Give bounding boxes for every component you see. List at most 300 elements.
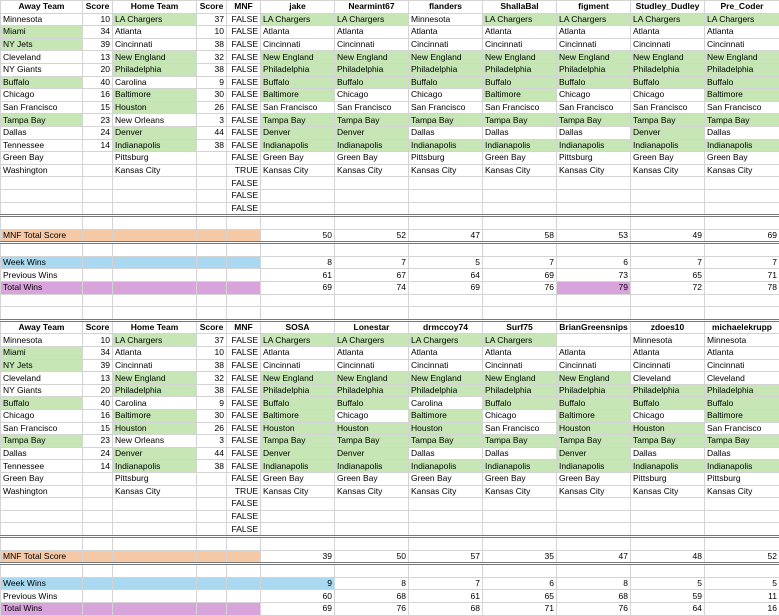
- away-team-cell[interactable]: Green Bay: [1, 472, 83, 485]
- header-home-score[interactable]: Score: [197, 320, 227, 334]
- home-team-cell[interactable]: Houston: [113, 101, 197, 114]
- pick-cell[interactable]: [557, 498, 631, 511]
- empty-cell[interactable]: [83, 282, 113, 295]
- prev-value[interactable]: 68: [557, 590, 631, 603]
- pick-cell[interactable]: [557, 202, 631, 216]
- away-score-cell[interactable]: 23: [83, 435, 113, 448]
- empty-cell[interactable]: [83, 229, 113, 243]
- pick-cell[interactable]: Buffalo: [631, 397, 705, 410]
- pick-cell[interactable]: Chicago: [335, 410, 409, 423]
- header-away-team[interactable]: Away Team: [1, 320, 83, 334]
- empty-cell[interactable]: [227, 294, 261, 307]
- empty-cell[interactable]: [335, 294, 409, 307]
- empty-cell[interactable]: [261, 216, 335, 230]
- empty-cell[interactable]: [483, 216, 557, 230]
- pick-cell[interactable]: Kansas City: [483, 164, 557, 177]
- total-value[interactable]: 72: [631, 282, 705, 295]
- pick-cell[interactable]: Kansas City: [631, 164, 705, 177]
- mnf-value[interactable]: 49: [631, 229, 705, 243]
- pick-cell[interactable]: [483, 510, 557, 523]
- empty-cell[interactable]: [113, 577, 197, 590]
- header-away-team[interactable]: Away Team: [1, 1, 83, 14]
- pick-cell[interactable]: Indianapolis: [261, 139, 335, 152]
- mnf-cell[interactable]: FALSE: [227, 359, 261, 372]
- pick-cell[interactable]: New England: [261, 51, 335, 64]
- mnf-value[interactable]: 50: [335, 550, 409, 564]
- empty-cell[interactable]: [113, 243, 197, 257]
- empty-cell[interactable]: [557, 564, 631, 578]
- pick-cell[interactable]: Kansas City: [335, 485, 409, 498]
- empty-cell[interactable]: [483, 564, 557, 578]
- pick-cell[interactable]: San Francisco: [557, 101, 631, 114]
- mnf-value[interactable]: 48: [631, 550, 705, 564]
- empty-cell[interactable]: [1, 294, 83, 307]
- empty-cell[interactable]: [227, 550, 261, 564]
- away-team-cell[interactable]: NY Giants: [1, 63, 83, 76]
- label-prev-wins[interactable]: Previous Wins: [1, 590, 83, 603]
- away-score-cell[interactable]: 13: [83, 372, 113, 385]
- label-prev-wins[interactable]: Previous Wins: [1, 269, 83, 282]
- home-score-cell[interactable]: [197, 177, 227, 190]
- pick-cell[interactable]: Buffalo: [261, 397, 335, 410]
- home-score-cell[interactable]: 44: [197, 447, 227, 460]
- pick-cell[interactable]: Green Bay: [335, 472, 409, 485]
- pick-cell[interactable]: Chicago: [557, 89, 631, 102]
- empty-cell[interactable]: [409, 216, 483, 230]
- away-score-cell[interactable]: 15: [83, 422, 113, 435]
- home-score-cell[interactable]: 3: [197, 435, 227, 448]
- pick-cell[interactable]: Kansas City: [409, 485, 483, 498]
- mnf-cell[interactable]: TRUE: [227, 164, 261, 177]
- pick-cell[interactable]: Philadelphia: [705, 63, 779, 76]
- pick-cell[interactable]: Cincinnati: [335, 359, 409, 372]
- pick-cell[interactable]: [705, 202, 779, 216]
- away-team-cell[interactable]: Dallas: [1, 447, 83, 460]
- pick-cell[interactable]: San Francisco: [705, 101, 779, 114]
- total-value[interactable]: 79: [557, 282, 631, 295]
- pick-cell[interactable]: Green Bay: [409, 472, 483, 485]
- pick-cell[interactable]: [705, 189, 779, 202]
- pick-cell[interactable]: Dallas: [483, 447, 557, 460]
- empty-cell[interactable]: [409, 243, 483, 257]
- header-player[interactable]: figment: [557, 1, 631, 14]
- pick-cell[interactable]: [409, 202, 483, 216]
- pick-cell[interactable]: Dallas: [483, 126, 557, 139]
- header-player[interactable]: BrianGreensnips: [557, 320, 631, 334]
- pick-cell[interactable]: Indianapolis: [557, 139, 631, 152]
- pick-cell[interactable]: Baltimore: [483, 89, 557, 102]
- mnf-cell[interactable]: FALSE: [227, 202, 261, 216]
- pick-cell[interactable]: Buffalo: [409, 76, 483, 89]
- pick-cell[interactable]: Kansas City: [261, 164, 335, 177]
- total-value[interactable]: 76: [483, 282, 557, 295]
- empty-cell[interactable]: [83, 602, 113, 615]
- total-value[interactable]: 78: [705, 282, 779, 295]
- empty-cell[interactable]: [631, 216, 705, 230]
- home-score-cell[interactable]: [197, 164, 227, 177]
- pick-cell[interactable]: Baltimore: [705, 89, 779, 102]
- mnf-value[interactable]: 47: [409, 229, 483, 243]
- pick-cell[interactable]: Pittsburg: [631, 472, 705, 485]
- pick-cell[interactable]: San Francisco: [483, 101, 557, 114]
- mnf-value[interactable]: 69: [705, 229, 779, 243]
- home-team-cell[interactable]: New England: [113, 51, 197, 64]
- pick-cell[interactable]: Philadelphia: [631, 63, 705, 76]
- home-score-cell[interactable]: 38: [197, 460, 227, 473]
- empty-cell[interactable]: [83, 564, 113, 578]
- away-score-cell[interactable]: 16: [83, 89, 113, 102]
- empty-cell[interactable]: [83, 294, 113, 307]
- empty-cell[interactable]: [483, 243, 557, 257]
- pick-cell[interactable]: Denver: [557, 447, 631, 460]
- pick-cell[interactable]: Baltimore: [261, 410, 335, 423]
- pick-cell[interactable]: Buffalo: [631, 76, 705, 89]
- pick-cell[interactable]: Tampa Bay: [705, 435, 779, 448]
- mnf-cell[interactable]: FALSE: [227, 152, 261, 165]
- home-team-cell[interactable]: Kansas City: [113, 485, 197, 498]
- empty-cell[interactable]: [483, 536, 557, 550]
- label-mnf-total[interactable]: MNF Total Score: [1, 229, 83, 243]
- pick-cell[interactable]: Cincinnati: [631, 359, 705, 372]
- pick-cell[interactable]: Tampa Bay: [557, 114, 631, 127]
- pick-cell[interactable]: [705, 523, 779, 537]
- total-value[interactable]: 69: [261, 602, 335, 615]
- pick-cell[interactable]: Denver: [335, 126, 409, 139]
- home-team-cell[interactable]: [113, 202, 197, 216]
- pick-cell[interactable]: Cincinnati: [261, 359, 335, 372]
- prev-value[interactable]: 73: [557, 269, 631, 282]
- empty-cell[interactable]: [631, 294, 705, 307]
- label-mnf-total[interactable]: MNF Total Score: [1, 550, 83, 564]
- home-team-cell[interactable]: New Orleans: [113, 435, 197, 448]
- empty-cell[interactable]: [335, 307, 409, 321]
- pick-cell[interactable]: Minnesota: [705, 334, 779, 347]
- empty-cell[interactable]: [631, 564, 705, 578]
- pick-cell[interactable]: Philadelphia: [557, 63, 631, 76]
- mnf-cell[interactable]: FALSE: [227, 51, 261, 64]
- prev-value[interactable]: 69: [483, 269, 557, 282]
- week-value[interactable]: 5: [409, 256, 483, 269]
- home-team-cell[interactable]: [113, 523, 197, 537]
- header-player[interactable]: drmccoy74: [409, 320, 483, 334]
- empty-cell[interactable]: [113, 550, 197, 564]
- away-team-cell[interactable]: NY Jets: [1, 38, 83, 51]
- away-score-cell[interactable]: [83, 202, 113, 216]
- header-home-team[interactable]: Home Team: [113, 1, 197, 14]
- empty-cell[interactable]: [113, 564, 197, 578]
- empty-cell[interactable]: [409, 294, 483, 307]
- home-score-cell[interactable]: 44: [197, 126, 227, 139]
- pick-cell[interactable]: [335, 498, 409, 511]
- home-team-cell[interactable]: Denver: [113, 126, 197, 139]
- home-score-cell[interactable]: [197, 152, 227, 165]
- pick-cell[interactable]: [335, 523, 409, 537]
- pick-cell[interactable]: Cincinnati: [557, 359, 631, 372]
- away-team-cell[interactable]: Washington: [1, 485, 83, 498]
- pick-cell[interactable]: Dallas: [705, 126, 779, 139]
- mnf-cell[interactable]: FALSE: [227, 38, 261, 51]
- pick-cell[interactable]: [557, 523, 631, 537]
- pick-cell[interactable]: Pittsburg: [409, 152, 483, 165]
- away-team-cell[interactable]: San Francisco: [1, 422, 83, 435]
- away-score-cell[interactable]: 40: [83, 76, 113, 89]
- mnf-cell[interactable]: FALSE: [227, 26, 261, 39]
- pick-cell[interactable]: San Francisco: [705, 422, 779, 435]
- empty-cell[interactable]: [197, 282, 227, 295]
- empty-cell[interactable]: [261, 564, 335, 578]
- header-away-score[interactable]: Score: [83, 320, 113, 334]
- pick-cell[interactable]: Houston: [557, 422, 631, 435]
- away-team-cell[interactable]: Tennessee: [1, 139, 83, 152]
- pick-cell[interactable]: Chicago: [631, 410, 705, 423]
- header-home-score[interactable]: Score: [197, 1, 227, 14]
- away-team-cell[interactable]: [1, 177, 83, 190]
- away-score-cell[interactable]: 23: [83, 114, 113, 127]
- home-team-cell[interactable]: Kansas City: [113, 164, 197, 177]
- label-week-wins[interactable]: Week Wins: [1, 577, 83, 590]
- pick-cell[interactable]: New England: [261, 372, 335, 385]
- empty-cell[interactable]: [113, 216, 197, 230]
- pick-cell[interactable]: Tampa Bay: [409, 114, 483, 127]
- mnf-cell[interactable]: FALSE: [227, 498, 261, 511]
- pick-cell[interactable]: LA Chargers: [335, 13, 409, 26]
- home-score-cell[interactable]: [197, 202, 227, 216]
- away-team-cell[interactable]: Chicago: [1, 410, 83, 423]
- pick-cell[interactable]: Indianapolis: [335, 460, 409, 473]
- empty-cell[interactable]: [705, 243, 779, 257]
- mnf-cell[interactable]: FALSE: [227, 384, 261, 397]
- home-team-cell[interactable]: Baltimore: [113, 410, 197, 423]
- pick-cell[interactable]: Kansas City: [631, 485, 705, 498]
- away-team-cell[interactable]: Minnesota: [1, 334, 83, 347]
- pick-cell[interactable]: New England: [557, 372, 631, 385]
- pick-cell[interactable]: Chicago: [335, 89, 409, 102]
- empty-cell[interactable]: [197, 269, 227, 282]
- empty-cell[interactable]: [227, 536, 261, 550]
- pick-cell[interactable]: San Francisco: [631, 101, 705, 114]
- empty-cell[interactable]: [197, 536, 227, 550]
- away-score-cell[interactable]: 39: [83, 359, 113, 372]
- away-team-cell[interactable]: Minnesota: [1, 13, 83, 26]
- away-team-cell[interactable]: [1, 498, 83, 511]
- pick-cell[interactable]: Cleveland: [631, 372, 705, 385]
- home-score-cell[interactable]: [197, 485, 227, 498]
- pick-cell[interactable]: San Francisco: [261, 101, 335, 114]
- empty-cell[interactable]: [113, 590, 197, 603]
- pick-cell[interactable]: Green Bay: [705, 152, 779, 165]
- header-player[interactable]: Nearmint67: [335, 1, 409, 14]
- pick-cell[interactable]: Buffalo: [483, 397, 557, 410]
- pick-cell[interactable]: Baltimore: [557, 410, 631, 423]
- away-score-cell[interactable]: 24: [83, 126, 113, 139]
- empty-cell[interactable]: [113, 282, 197, 295]
- pick-cell[interactable]: Indianapolis: [705, 139, 779, 152]
- pick-cell[interactable]: Minnesota: [631, 334, 705, 347]
- empty-cell[interactable]: [113, 294, 197, 307]
- total-value[interactable]: 74: [335, 282, 409, 295]
- week-value[interactable]: 8: [335, 577, 409, 590]
- pick-cell[interactable]: New England: [557, 51, 631, 64]
- prev-value[interactable]: 64: [409, 269, 483, 282]
- empty-cell[interactable]: [113, 536, 197, 550]
- away-team-cell[interactable]: Cleveland: [1, 51, 83, 64]
- pick-cell[interactable]: Philadelphia: [409, 384, 483, 397]
- prev-value[interactable]: 60: [261, 590, 335, 603]
- pick-cell[interactable]: [409, 498, 483, 511]
- home-team-cell[interactable]: LA Chargers: [113, 334, 197, 347]
- mnf-cell[interactable]: FALSE: [227, 177, 261, 190]
- home-team-cell[interactable]: Indianapolis: [113, 460, 197, 473]
- pick-cell[interactable]: [261, 523, 335, 537]
- empty-cell[interactable]: [83, 307, 113, 321]
- home-team-cell[interactable]: New Orleans: [113, 114, 197, 127]
- empty-cell[interactable]: [113, 256, 197, 269]
- mnf-value[interactable]: 52: [335, 229, 409, 243]
- empty-cell[interactable]: [705, 564, 779, 578]
- mnf-cell[interactable]: FALSE: [227, 460, 261, 473]
- away-score-cell[interactable]: 34: [83, 26, 113, 39]
- home-team-cell[interactable]: Carolina: [113, 76, 197, 89]
- empty-cell[interactable]: [409, 536, 483, 550]
- pick-cell[interactable]: Indianapolis: [631, 460, 705, 473]
- pick-cell[interactable]: Atlanta: [705, 26, 779, 39]
- pick-cell[interactable]: [335, 510, 409, 523]
- pick-cell[interactable]: Philadelphia: [261, 63, 335, 76]
- pick-cell[interactable]: Indianapolis: [409, 460, 483, 473]
- away-score-cell[interactable]: [83, 152, 113, 165]
- pick-cell[interactable]: Atlanta: [261, 26, 335, 39]
- label-total-wins[interactable]: Total Wins: [1, 602, 83, 615]
- home-team-cell[interactable]: Denver: [113, 447, 197, 460]
- pick-cell[interactable]: New England: [483, 51, 557, 64]
- mnf-cell[interactable]: FALSE: [227, 63, 261, 76]
- pick-cell[interactable]: Kansas City: [705, 485, 779, 498]
- away-score-cell[interactable]: [83, 510, 113, 523]
- pick-cell[interactable]: Atlanta: [483, 26, 557, 39]
- away-team-cell[interactable]: NY Jets: [1, 359, 83, 372]
- mnf-value[interactable]: 50: [261, 229, 335, 243]
- header-player[interactable]: Surf75: [483, 320, 557, 334]
- pick-cell[interactable]: New England: [335, 51, 409, 64]
- away-score-cell[interactable]: 13: [83, 51, 113, 64]
- pick-cell[interactable]: Philadelphia: [483, 384, 557, 397]
- pick-cell[interactable]: [409, 177, 483, 190]
- empty-cell[interactable]: [113, 307, 197, 321]
- pick-cell[interactable]: Green Bay: [335, 152, 409, 165]
- total-value[interactable]: 16: [705, 602, 779, 615]
- mnf-value[interactable]: 35: [483, 550, 557, 564]
- away-team-cell[interactable]: Tampa Bay: [1, 114, 83, 127]
- header-player[interactable]: Studley_Dudley: [631, 1, 705, 14]
- home-team-cell[interactable]: Cincinnati: [113, 359, 197, 372]
- pick-cell[interactable]: Tampa Bay: [631, 114, 705, 127]
- pick-cell[interactable]: Kansas City: [705, 164, 779, 177]
- home-team-cell[interactable]: Philadelphia: [113, 384, 197, 397]
- pick-cell[interactable]: Pittsburg: [557, 152, 631, 165]
- home-score-cell[interactable]: 10: [197, 347, 227, 360]
- mnf-cell[interactable]: FALSE: [227, 189, 261, 202]
- pick-cell[interactable]: Buffalo: [557, 397, 631, 410]
- pick-cell[interactable]: [483, 189, 557, 202]
- header-home-team[interactable]: Home Team: [113, 320, 197, 334]
- empty-cell[interactable]: [335, 564, 409, 578]
- pick-cell[interactable]: Tampa Bay: [409, 435, 483, 448]
- pick-cell[interactable]: Indianapolis: [335, 139, 409, 152]
- pick-cell[interactable]: Houston: [409, 422, 483, 435]
- prev-value[interactable]: 61: [409, 590, 483, 603]
- pick-cell[interactable]: Cincinnati: [261, 38, 335, 51]
- home-team-cell[interactable]: Pittsburg: [113, 152, 197, 165]
- pick-cell[interactable]: [631, 177, 705, 190]
- pick-cell[interactable]: LA Chargers: [557, 13, 631, 26]
- pick-cell[interactable]: [483, 202, 557, 216]
- home-score-cell[interactable]: 10: [197, 26, 227, 39]
- pick-cell[interactable]: Cincinnati: [557, 38, 631, 51]
- pick-cell[interactable]: Green Bay: [261, 152, 335, 165]
- empty-cell[interactable]: [705, 536, 779, 550]
- empty-cell[interactable]: [409, 564, 483, 578]
- empty-cell[interactable]: [261, 294, 335, 307]
- pick-cell[interactable]: Chicago: [483, 410, 557, 423]
- week-value[interactable]: 7: [409, 577, 483, 590]
- pick-cell[interactable]: LA Chargers: [261, 13, 335, 26]
- pick-cell[interactable]: [409, 189, 483, 202]
- pick-cell[interactable]: Philadelphia: [335, 63, 409, 76]
- empty-cell[interactable]: [557, 307, 631, 321]
- pick-cell[interactable]: [261, 510, 335, 523]
- pick-cell[interactable]: [483, 523, 557, 537]
- pick-cell[interactable]: Dallas: [557, 126, 631, 139]
- empty-cell[interactable]: [83, 216, 113, 230]
- pick-cell[interactable]: [557, 189, 631, 202]
- empty-cell[interactable]: [197, 307, 227, 321]
- empty-cell[interactable]: [557, 243, 631, 257]
- prev-value[interactable]: 59: [631, 590, 705, 603]
- total-value[interactable]: 69: [261, 282, 335, 295]
- home-team-cell[interactable]: New England: [113, 372, 197, 385]
- away-team-cell[interactable]: Washington: [1, 164, 83, 177]
- home-team-cell[interactable]: Carolina: [113, 397, 197, 410]
- week-value[interactable]: 5: [705, 577, 779, 590]
- prev-value[interactable]: 61: [261, 269, 335, 282]
- header-player[interactable]: michaelekrupp: [705, 320, 779, 334]
- pick-cell[interactable]: Atlanta: [261, 347, 335, 360]
- pick-cell[interactable]: Cincinnati: [483, 359, 557, 372]
- label-total-wins[interactable]: Total Wins: [1, 282, 83, 295]
- away-team-cell[interactable]: [1, 523, 83, 537]
- pick-cell[interactable]: Buffalo: [557, 76, 631, 89]
- mnf-cell[interactable]: FALSE: [227, 114, 261, 127]
- pick-cell[interactable]: LA Chargers: [261, 334, 335, 347]
- away-score-cell[interactable]: 40: [83, 397, 113, 410]
- pick-cell[interactable]: Tampa Bay: [483, 435, 557, 448]
- pick-cell[interactable]: [557, 177, 631, 190]
- pick-cell[interactable]: Carolina: [409, 397, 483, 410]
- home-team-cell[interactable]: [113, 177, 197, 190]
- home-team-cell[interactable]: Atlanta: [113, 347, 197, 360]
- empty-cell[interactable]: [1, 243, 83, 257]
- empty-cell[interactable]: [197, 550, 227, 564]
- pick-cell[interactable]: Houston: [631, 422, 705, 435]
- pick-cell[interactable]: Denver: [261, 126, 335, 139]
- pick-cell[interactable]: Tampa Bay: [261, 435, 335, 448]
- empty-cell[interactable]: [197, 602, 227, 615]
- home-team-cell[interactable]: [113, 189, 197, 202]
- pick-cell[interactable]: Indianapolis: [483, 460, 557, 473]
- away-team-cell[interactable]: Miami: [1, 26, 83, 39]
- home-score-cell[interactable]: 38: [197, 139, 227, 152]
- pick-cell[interactable]: San Francisco: [409, 101, 483, 114]
